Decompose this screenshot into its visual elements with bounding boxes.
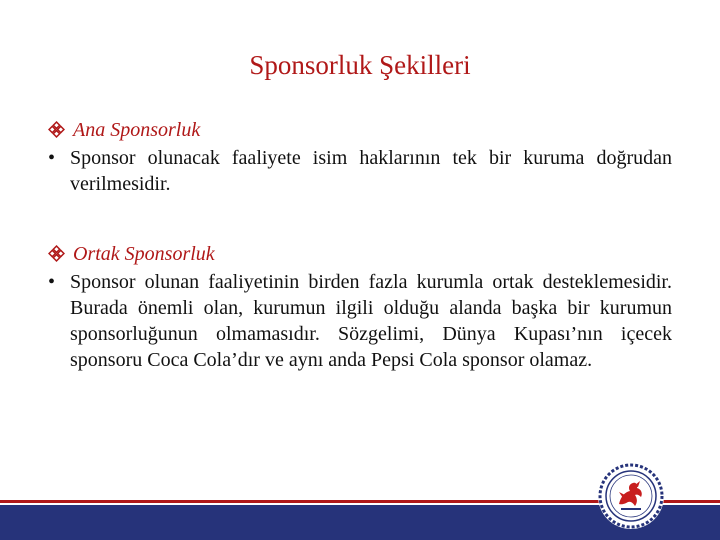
- section-ana-sponsorluk: [48, 117, 672, 197]
- bullet-dot-icon: •: [48, 271, 56, 293]
- bullet-item: [48, 269, 672, 373]
- bullet-dot-icon: •: [48, 147, 56, 169]
- slide-title: Sponsorluk Şekilleri: [249, 50, 471, 80]
- diamond-bullet-icon: [48, 121, 65, 138]
- university-seal-logo: [597, 462, 665, 530]
- bullet-text: Sponsor olunan faaliyetinin birden fazla kurumla ortak desteklemesidir. Burada önemli olan, kurumun ilgili olduğu alanda başka bir kurumun sponsorluğunun olmamasıdır. Sözgelimi, Dünya Kupası’nın içecek sponsoru Coca Cola’dır ve aynı anda Pepsi Cola sponsor olamaz.: [70, 271, 672, 371]
- diamond-bullet-icon: [48, 245, 65, 262]
- section-ortak-sponsorluk: [48, 241, 672, 373]
- section-heading-text: Ana Sponsorluk: [73, 119, 201, 141]
- section-heading-text: Ortak Sponsorluk: [73, 243, 215, 265]
- bullet-text: Sponsor olunacak faaliyete isim haklarının tek bir kuruma doğrudan verilmesidir.: [70, 147, 672, 195]
- slide-content: [48, 117, 672, 373]
- section-heading: [48, 117, 672, 143]
- bullet-item: [48, 145, 672, 197]
- section-heading: [48, 241, 672, 267]
